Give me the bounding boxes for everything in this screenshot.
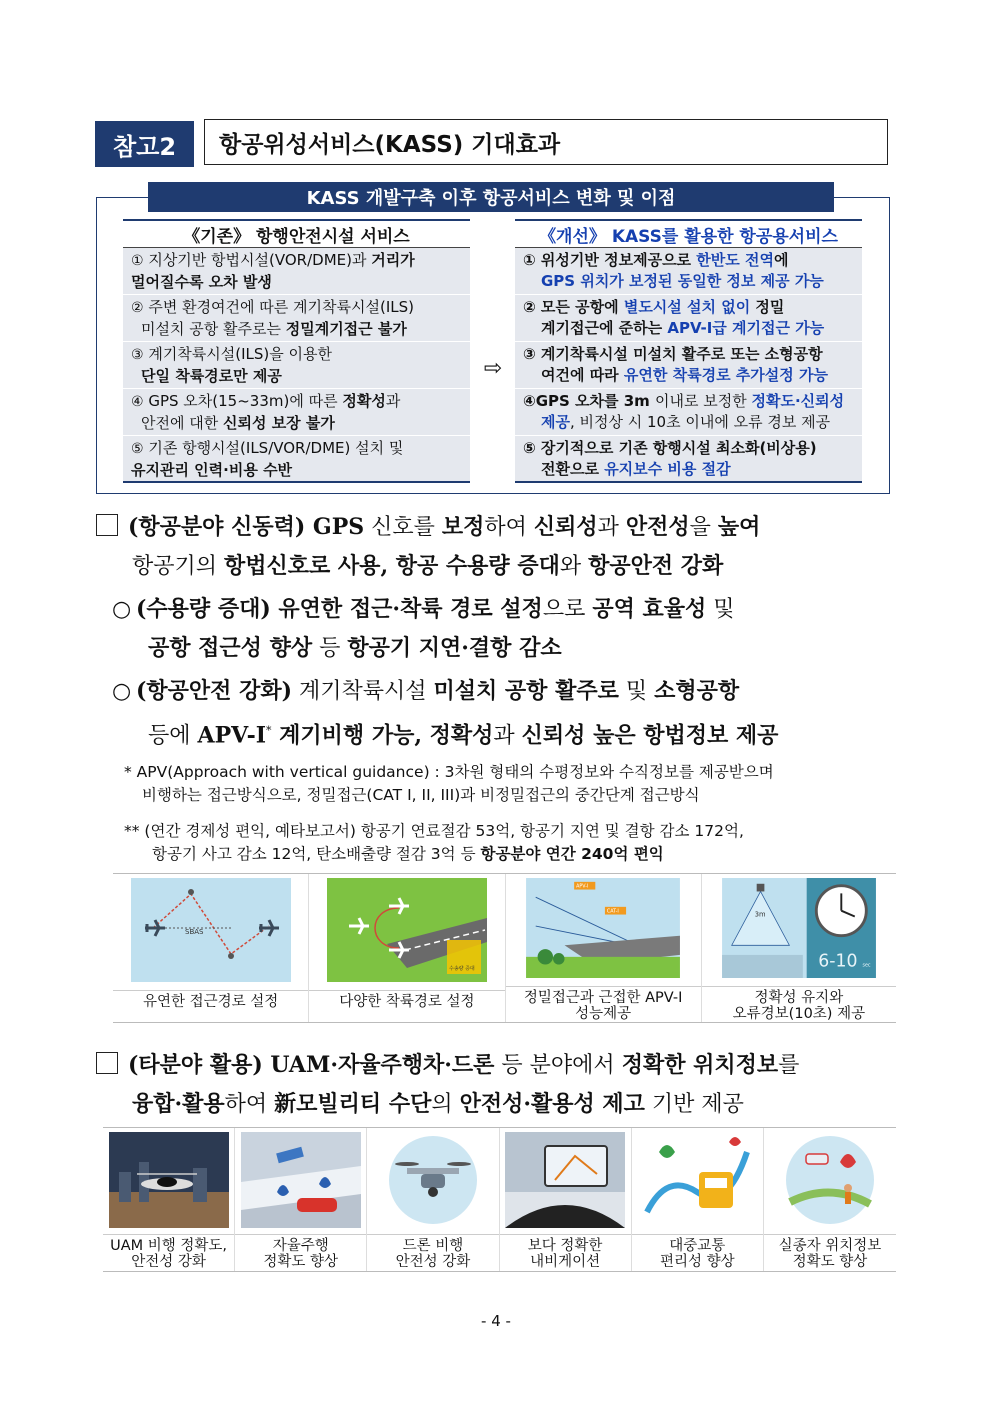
caption-line: 정확성 유지와 (754, 990, 844, 1006)
caption-line: 안전성 강화 (395, 1254, 471, 1270)
public-transport-image (637, 1132, 757, 1228)
cat-label: CAT-I (606, 909, 619, 915)
public-transport-figure (632, 1128, 764, 1271)
apv-label: APV-I (576, 884, 589, 890)
autonomous-car-figure (235, 1128, 367, 1271)
caption-line: 안전성 강화 (131, 1254, 206, 1270)
legacy-row: ① 지상기반 항법시설(VOR/DME)과 거리가 멀어질수록 오차 발생 (123, 248, 470, 295)
clock-label: 6-10 (818, 951, 858, 972)
drone-figure (367, 1128, 499, 1271)
checkbox-square-icon (96, 514, 118, 536)
approach-path-image (131, 878, 291, 982)
apv-footnote: * APV(Approach with vertical guidance) : 3차원 형태의 수평정보와 수직정보를 제공받으며 비행하는 접근방식으로, 정밀접근(CAT I, II, III)과 비정밀접근의 중간단계 접근방식 (124, 763, 774, 804)
caption-line: 편리성 향상 (659, 1254, 735, 1270)
right-arrow-icon: ⇨ (483, 355, 503, 381)
landing-path-figure (309, 874, 505, 1022)
legacy-column (123, 219, 470, 483)
dist-label: 3m (754, 910, 766, 919)
bullet-circle-icon: ○ (112, 679, 132, 704)
accuracy-image (719, 878, 879, 978)
uam-figure (103, 1128, 235, 1271)
sbas-label: SBAS (184, 928, 204, 936)
legacy-row: ③ 계기착륙시설(ILS)을 이용한 단일 착륙경로만 제공 (123, 342, 470, 389)
section2-paragraph: (타분야 활용) UAM·자율주행차·드론 등 분야에서 정확한 위치정보를 융합·활용하여 新모빌리티 수단의 안전성·활용성 제고 기반 제공 (96, 1046, 896, 1124)
approach-path-figure (113, 874, 309, 1022)
bullet-circle-icon: ○ (112, 597, 132, 622)
navigation-image (505, 1132, 625, 1228)
caption-line: 성능제공 (575, 1006, 632, 1022)
economic-footnote: ** (연간 경제성 편익, 예타보고서) 항공기 연료절감 53억, 항공기 지연 및 결항 감소 172억, 항공기 사고 감소 12억, 탄소배출량 절감 3억 등 항공분야 연간 240억 편익 (124, 822, 744, 863)
drone-image (373, 1132, 493, 1228)
legacy-row: ⑤ 기존 항행시설(ILS/VOR/DME) 설치 및 유지관리 인력·비용 수반 (123, 436, 470, 483)
caption-line: 자율주행 (272, 1238, 329, 1254)
legacy-row: ④ GPS 오차(15~33m)에 따른 정확성과 안전에 대한 신뢰성 보장 불가 (123, 389, 470, 436)
checkbox-square-icon (96, 1052, 118, 1074)
navigation-figure (500, 1128, 632, 1271)
improved-header: 《개선》 KASS를 활용한 항공용서비스 (515, 219, 862, 248)
caption-line: 유연한 접근경로 설정 (142, 994, 279, 1010)
apv-image (523, 878, 683, 978)
improved-row: ④GPS 오차를 3m 이내로 보정한 정확도·신뢰성 제공, 비정상 시 10초 이내에 오류 경보 제공 (515, 389, 862, 436)
caption-line: 보다 정확한 (527, 1238, 603, 1254)
mobility-image-strip (103, 1127, 896, 1272)
safety-bullet: ○ (항공안전 강화) 계기착륙시설 미설치 공항 활주로 및 소형공항 등에 APV-I* 계기비행 가능, 정확성과 신뢰성 높은 항법정보 제공 (112, 672, 896, 755)
improved-column (515, 219, 862, 483)
improved-row: ① 위성기반 정보제공으로 한반도 전역에 GPS 위치가 보정된 동일한 정보 제공 가능 (515, 248, 862, 295)
caption-line: 정확도 향상 (792, 1254, 868, 1270)
section1-paragraph: (항공분야 신동력) GPS 신호를 보정하여 신뢰성과 안전성을 높여 항공기의 항법신호로 사용, 항공 수용량 증대와 항공안전 강화 (96, 508, 896, 586)
gate-label: 수송량 증대 (448, 966, 475, 972)
clock-unit-label: sec (862, 963, 871, 969)
caption-line: 드론 비행 (402, 1238, 464, 1254)
comparison-banner: KASS 개발구축 이후 항공서비스 변화 및 이점 (148, 182, 834, 212)
accuracy-figure (702, 874, 896, 1022)
improved-row: ⑤ 장기적으로 기존 항행시설 최소화(비상용) 전환으로 유지보수 비용 절감 (515, 436, 862, 483)
apv-figure (506, 874, 702, 1022)
caption-line: 오류경보(10초) 제공 (732, 1006, 866, 1022)
uam-image (109, 1132, 229, 1228)
reference-tag: 참고2 (95, 121, 194, 167)
page-number: - 4 - (481, 1312, 511, 1330)
caption-line: 내비게이션 (530, 1254, 601, 1270)
capacity-bullet: ○ (수용량 증대) 유연한 접근·착륙 경로 설정으로 공역 효율성 및 공항 접근성 향상 등 항공기 지연·결항 감소 (112, 590, 896, 668)
benefit-image-strip (113, 873, 896, 1023)
landing-path-image (327, 878, 487, 982)
missing-person-image (770, 1132, 890, 1228)
autonomous-car-image (241, 1132, 361, 1228)
caption-line: 다양한 착륙경로 설정 (339, 994, 475, 1010)
improved-row: ③ 계기착륙시설 미설치 활주로 또는 소형공항 여건에 따라 유연한 착륙경로 추가설정 가능 (515, 342, 862, 389)
page-title: 항공위성서비스(KASS) 기대효과 (204, 119, 888, 165)
caption-line: 대중교통 (669, 1238, 726, 1254)
caption-line: 실종자 위치정보 (778, 1238, 882, 1254)
legacy-row: ② 주변 환경여건에 따른 계기착륙시설(ILS) 미설치 공항 활주로는 정밀계기접근 불가 (123, 295, 470, 342)
caption-line: UAM 비행 정확도, (110, 1238, 228, 1254)
legacy-header: 《기존》 항행안전시설 서비스 (123, 219, 470, 248)
caption-line: 정확도 향상 (263, 1254, 339, 1270)
caption-line: 정밀접근과 근접한 APV-I (523, 990, 683, 1006)
improved-row: ② 모든 공항에 별도시설 설치 없이 정밀 계기접근에 준하는 APV-I급 계기접근 가능 (515, 295, 862, 342)
missing-person-figure (764, 1128, 896, 1271)
